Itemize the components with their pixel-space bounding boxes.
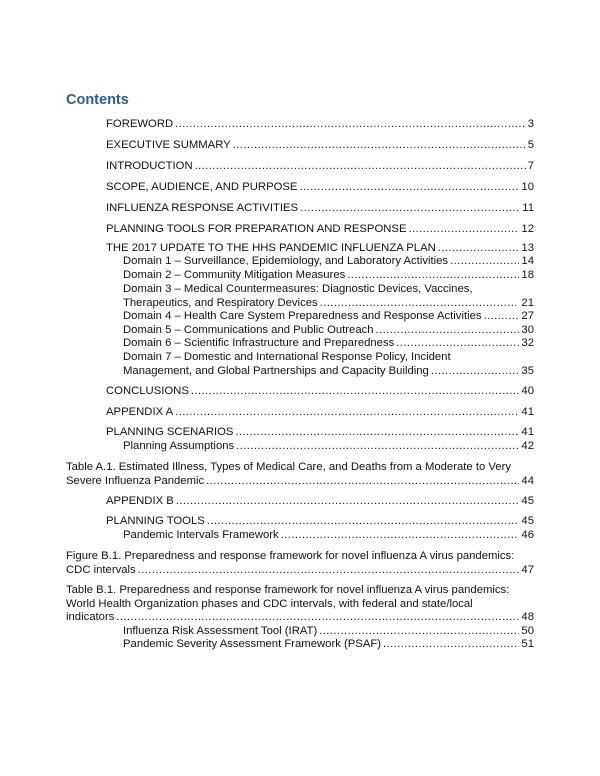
- dot-leader: [176, 495, 520, 509]
- toc-page-number: 47: [521, 563, 534, 576]
- toc-entry-line: [106, 139, 534, 153]
- toc-page-number: 11: [522, 202, 534, 214]
- toc-entry[interactable]: [123, 283, 534, 310]
- toc-entry-line: [66, 550, 534, 564]
- toc-entry-title: Domain 1 – Surveillance, Epidemiology, and Laboratory Activities: [123, 255, 449, 267]
- toc-page-number: 44: [521, 474, 534, 487]
- toc-entry-line: [106, 223, 534, 237]
- toc-entry-line: [123, 365, 534, 379]
- toc-entry-title: APPENDIX B: [106, 495, 174, 507]
- dot-leader: [320, 297, 520, 311]
- toc-entry-line: [66, 598, 534, 612]
- toc-entry[interactable]: [123, 269, 534, 283]
- dot-leader: [347, 269, 519, 283]
- toc-entry-title: Management, and Global Partnerships and Capacity Building: [123, 364, 429, 377]
- dot-leader: [383, 638, 519, 652]
- toc-entry[interactable]: [123, 255, 534, 269]
- toc-entry-line: [123, 324, 534, 338]
- toc-page-number: 27: [521, 310, 534, 322]
- toc-entry[interactable]: [123, 638, 534, 652]
- toc-entry-line: [106, 202, 534, 216]
- dot-leader: [300, 202, 520, 216]
- dot-leader: [191, 385, 520, 399]
- toc-entry-line: [66, 564, 534, 578]
- toc-entry[interactable]: [123, 440, 534, 454]
- toc-page-number: 12: [521, 223, 534, 235]
- toc-page-number: 46: [521, 529, 534, 541]
- toc-page-number: 50: [521, 625, 534, 637]
- toc-entry[interactable]: [123, 337, 534, 351]
- dot-leader: [138, 564, 520, 578]
- toc-entry[interactable]: [66, 550, 534, 577]
- toc-entry[interactable]: [106, 242, 534, 256]
- dot-leader: [195, 160, 526, 174]
- dot-leader: [319, 625, 519, 639]
- dot-leader: [235, 426, 519, 440]
- toc-page-number: 45: [521, 495, 534, 507]
- toc-entry-title: INTRODUCTION: [106, 160, 193, 172]
- toc-entry-title: CONCLUSIONS: [106, 385, 189, 397]
- toc-entry-line: [123, 255, 534, 269]
- toc-entry-title: EXECUTIVE SUMMARY: [106, 139, 231, 151]
- toc-page-number: 30: [521, 324, 534, 336]
- toc-entry-line: [106, 242, 534, 256]
- dot-leader: [408, 223, 519, 237]
- toc-entry-line: [123, 269, 534, 283]
- toc-entry-title: Domain 7 – Domestic and International Response Policy, Incident: [123, 351, 451, 363]
- toc-page-number: 7: [527, 160, 534, 172]
- toc-entry-line: [123, 351, 534, 365]
- toc-entry-title: PLANNING TOOLS FOR PREPARATION AND RESPONSE: [106, 223, 407, 235]
- toc-entry-line: [66, 611, 534, 625]
- toc-entry-title: Severe Influenza Pandemic: [66, 474, 205, 487]
- contents-heading: Contents: [66, 92, 129, 108]
- toc-entry-line: [106, 118, 534, 132]
- dot-leader: [431, 365, 520, 379]
- dot-leader: [175, 406, 519, 420]
- toc-entry[interactable]: [123, 625, 534, 639]
- toc-entry-title: indicators: [66, 611, 115, 624]
- toc-page-number: 41: [521, 406, 534, 418]
- dot-leader: [233, 139, 526, 153]
- dot-leader: [281, 529, 520, 543]
- toc-entry-line: [106, 181, 534, 195]
- toc-entry[interactable]: [106, 385, 534, 399]
- toc-page-number: 45: [521, 515, 534, 527]
- toc-entry[interactable]: [66, 584, 534, 625]
- toc-entry[interactable]: [106, 160, 534, 174]
- toc-entry[interactable]: [66, 461, 534, 488]
- toc-entry-title: Domain 5 – Communications and Public Outreach: [123, 324, 374, 336]
- toc-entry[interactable]: [106, 139, 534, 153]
- dot-leader: [450, 255, 519, 269]
- toc-page-number: 3: [527, 118, 534, 130]
- toc-page-number: 51: [521, 638, 534, 650]
- toc-entry-line: [106, 406, 534, 420]
- toc-page-number: 21: [521, 296, 534, 309]
- toc-entry-line: [123, 310, 534, 324]
- toc-page-number: 18: [521, 269, 534, 281]
- dot-leader: [396, 337, 519, 351]
- toc-entry-line: [123, 638, 534, 652]
- toc-entry[interactable]: [123, 324, 534, 338]
- toc-entry-title: PLANNING SCENARIOS: [106, 426, 234, 438]
- toc-entry-title: INFLUENZA RESPONSE ACTIVITIES: [106, 202, 299, 214]
- toc-page-number: 35: [521, 364, 534, 377]
- toc-entry-line: [106, 385, 534, 399]
- toc-entry[interactable]: [106, 118, 534, 132]
- toc-entry-title: APPENDIX A: [106, 406, 174, 418]
- toc-entry-title: Domain 6 – Scientific Infrastructure and Preparedness: [123, 337, 395, 349]
- toc-page-number: 42: [521, 440, 534, 452]
- toc-entry-title: THE 2017 UPDATE TO THE HHS PANDEMIC INFLUENZA PLAN: [106, 242, 436, 254]
- toc-entry-title: Pandemic Intervals Framework: [123, 529, 279, 541]
- toc-entry[interactable]: [106, 426, 534, 440]
- toc-entry-line: [106, 426, 534, 440]
- dot-leader: [299, 181, 519, 195]
- toc-entry[interactable]: [123, 529, 534, 543]
- toc-entry-line: [123, 297, 534, 311]
- dot-leader: [438, 242, 520, 256]
- toc-entry-line: [106, 160, 534, 174]
- toc-page-number: 32: [521, 337, 534, 349]
- dot-leader: [484, 310, 520, 324]
- toc-entry[interactable]: [106, 515, 534, 529]
- toc-entry-title: Domain 4 – Health Care System Preparedness and Response Activities: [123, 310, 482, 322]
- toc-page-number: 41: [521, 426, 534, 438]
- toc-entry-title: Therapeutics, and Respiratory Devices: [123, 296, 318, 309]
- toc-entry-line: [66, 584, 534, 598]
- dot-leader: [116, 611, 519, 625]
- toc-entry-title: Planning Assumptions: [123, 440, 235, 452]
- toc-page-number: 13: [521, 242, 534, 254]
- toc-entry-title: CDC intervals: [66, 563, 136, 576]
- dot-leader: [207, 515, 520, 529]
- toc-entry-title: Table A.1. Estimated Illness, Types of Medical Care, and Deaths from a Moderate to Very: [66, 461, 511, 473]
- toc-entry-line: [123, 440, 534, 454]
- toc-entry-line: [66, 475, 534, 489]
- toc-entry-title: Table B.1. Preparedness and response framework for novel influenza A virus pandemics:: [66, 584, 510, 596]
- dot-leader: [175, 118, 526, 132]
- toc-entry[interactable]: [106, 181, 534, 195]
- toc-entry[interactable]: [106, 202, 534, 216]
- toc-entry-title: Figure B.1. Preparedness and response framework for novel influenza A virus pandemics:: [66, 550, 515, 562]
- toc-entry-title: World Health Organization phases and CDC intervals, with federal and state/local: [66, 597, 473, 610]
- toc-entry-line: [106, 515, 534, 529]
- toc-entry-title: Domain 2 – Community Mitigation Measures: [123, 269, 346, 281]
- toc-entry[interactable]: [123, 310, 534, 324]
- toc-entry-title: PLANNING TOOLS: [106, 515, 205, 527]
- toc-entry-title: Domain 3 – Medical Countermeasures: Diagnostic Devices, Vaccines,: [123, 283, 473, 295]
- toc-page-number: 10: [521, 181, 534, 193]
- toc-entry-title: Influenza Risk Assessment Tool (IRAT): [123, 625, 318, 637]
- toc-entry-line: [66, 461, 534, 475]
- toc-entry[interactable]: [123, 351, 534, 378]
- toc-entry-title: FOREWORD: [106, 118, 174, 130]
- dot-leader: [376, 324, 520, 338]
- toc-page-number: 48: [521, 611, 534, 624]
- toc-entry[interactable]: [106, 406, 534, 420]
- toc-page-number: 14: [521, 255, 534, 267]
- toc-page-number: 5: [527, 139, 534, 151]
- toc-entry-title: SCOPE, AUDIENCE, AND PURPOSE: [106, 181, 298, 193]
- toc-entry-line: [123, 337, 534, 351]
- dot-leader: [236, 440, 519, 454]
- dot-leader: [206, 475, 519, 489]
- toc-entry-line: [123, 529, 534, 543]
- toc-entry-title: Pandemic Severity Assessment Framework (PSAF): [123, 638, 382, 650]
- toc-page-number: 40: [521, 385, 534, 397]
- toc-entry-line: [123, 625, 534, 639]
- toc-entry-line: [106, 495, 534, 509]
- toc-entry[interactable]: [106, 495, 534, 509]
- toc-entry[interactable]: [106, 223, 534, 237]
- toc-entry-line: [123, 283, 534, 297]
